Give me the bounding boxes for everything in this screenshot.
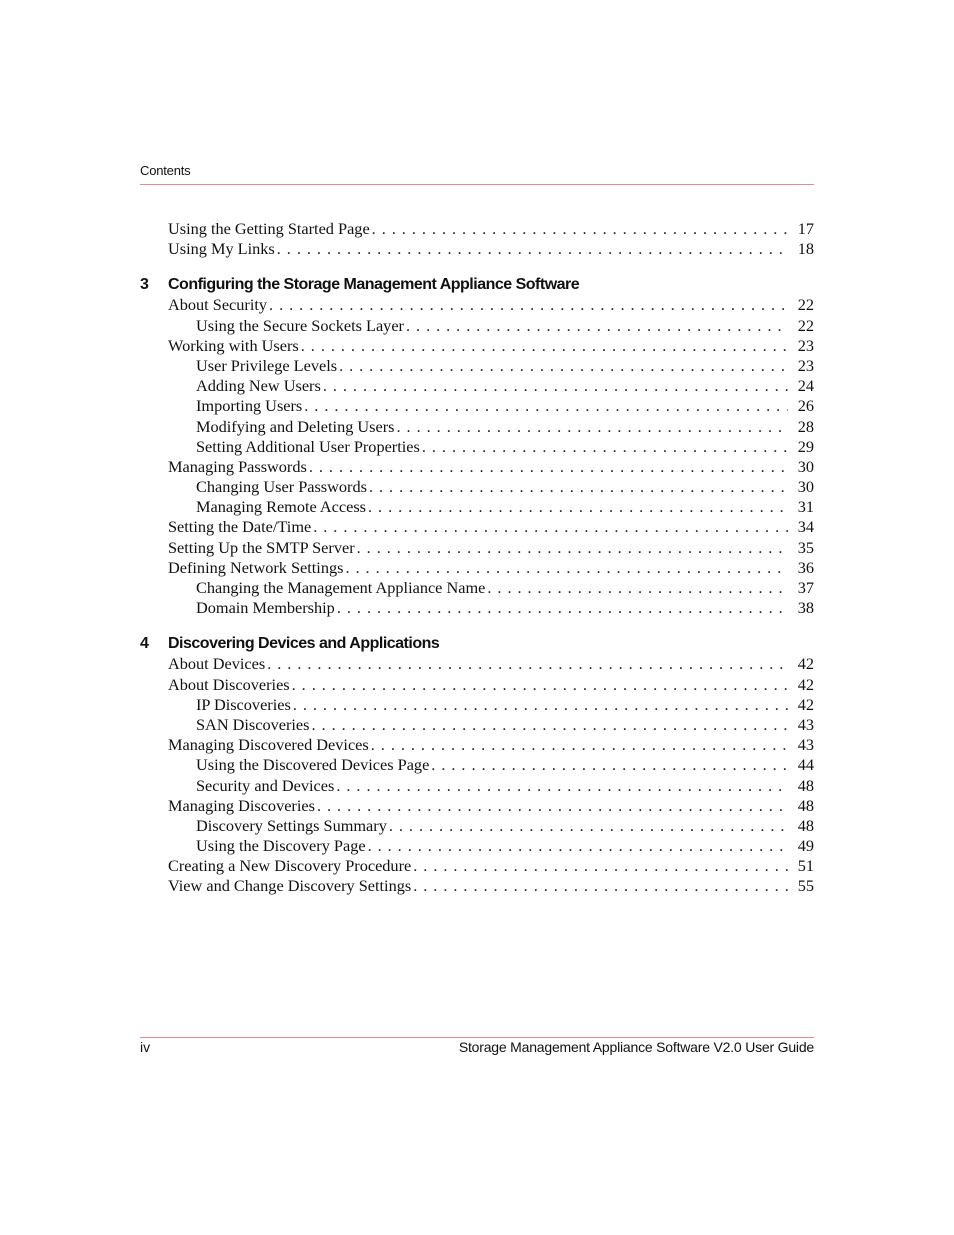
toc-entry-title: Defining Network Settings <box>168 557 344 577</box>
toc-entry[interactable] <box>140 876 814 896</box>
toc-entry-page: 23 <box>788 356 814 376</box>
toc-entry-title: Working with Users <box>168 335 299 355</box>
toc-entry-page: 37 <box>788 578 814 598</box>
chapter-title: Discovering Devices and Applications <box>168 635 440 653</box>
toc-entry[interactable] <box>140 816 814 836</box>
toc-entry[interactable] <box>140 598 814 618</box>
toc-entry-page: 38 <box>788 598 814 618</box>
toc-entry-title: Setting the Date/Time <box>168 517 312 537</box>
toc-entry[interactable] <box>140 396 814 416</box>
toc-entry-title: Managing Discoveries <box>168 795 315 815</box>
header-rule <box>140 184 814 185</box>
toc-entry-title: SAN Discoveries <box>196 714 310 734</box>
toc-entry-title: Domain Membership <box>196 598 335 618</box>
toc-entry-title: Discovery Settings Summary <box>196 815 387 835</box>
toc-entry-page: 24 <box>788 376 814 396</box>
dot-leader <box>337 598 788 618</box>
toc-entry-page: 42 <box>788 695 814 715</box>
dot-leader <box>368 836 788 856</box>
toc-entry-page: 48 <box>788 776 814 796</box>
dot-leader <box>397 417 788 437</box>
dot-leader <box>323 376 788 396</box>
dot-leader <box>304 396 788 416</box>
toc-entry[interactable] <box>140 437 814 457</box>
toc-entry-title: Managing Discovered Devices <box>168 735 369 755</box>
toc-entry[interactable] <box>140 295 814 315</box>
toc-entry-title: Using the Getting Started Page <box>168 219 370 238</box>
toc-entry[interactable] <box>140 755 814 775</box>
toc-entry[interactable] <box>140 836 814 856</box>
toc-entry[interactable] <box>140 776 814 796</box>
toc-entry-title: Using My Links <box>168 239 275 259</box>
dot-leader <box>371 735 788 755</box>
toc-entry-title: About Security <box>168 295 268 315</box>
chapter-number: 4 <box>140 635 149 653</box>
toc-entry[interactable] <box>140 356 814 376</box>
dot-leader <box>336 776 788 796</box>
toc-entry-page: 17 <box>788 219 814 239</box>
toc-entry[interactable] <box>140 538 814 558</box>
toc-entry[interactable] <box>140 239 814 259</box>
dot-leader <box>301 336 788 356</box>
toc-entry-title: Using the Discovered Devices Page <box>196 755 430 775</box>
chapter-heading[interactable] <box>140 633 814 654</box>
toc-entry-page: 55 <box>788 876 814 896</box>
toc-entry-title: Changing the Management Appliance Name <box>196 578 486 597</box>
toc-entry[interactable] <box>140 856 814 876</box>
toc-entry[interactable] <box>140 715 814 735</box>
toc-entry-title: Security and Devices <box>196 775 335 795</box>
toc-entry-page: 26 <box>788 396 814 416</box>
footer-document-title: Storage Management Appliance Software V2.0 User Guide <box>458 1039 814 1055</box>
toc-entry-title: About Discoveries <box>168 674 290 694</box>
dot-leader <box>368 497 788 517</box>
toc-entry-page: 29 <box>788 437 814 457</box>
dot-leader <box>309 457 788 477</box>
toc-entry[interactable] <box>140 336 814 356</box>
toc-entry[interactable] <box>140 735 814 755</box>
dot-leader <box>389 816 788 836</box>
toc-entry[interactable] <box>140 654 814 674</box>
toc-entry-title: User Privilege Levels <box>196 355 338 375</box>
toc-entry[interactable] <box>140 497 814 517</box>
toc-entry-title: Managing Passwords <box>168 456 307 476</box>
toc-entry-title: Setting Up the SMTP Server <box>168 537 355 557</box>
toc-entry[interactable] <box>140 417 814 437</box>
toc-entry[interactable] <box>140 316 814 336</box>
toc-entry-page: 36 <box>788 558 814 578</box>
toc-entry-page: 23 <box>788 336 814 356</box>
dot-leader <box>339 356 788 376</box>
toc-entry-page: 30 <box>788 457 814 477</box>
toc-entry-title: Creating a New Discovery Procedure <box>168 856 412 876</box>
toc-entry-title: Setting Additional User Properties <box>196 436 420 456</box>
dot-leader <box>413 876 788 896</box>
toc-entry-page: 43 <box>788 735 814 755</box>
toc-entry-page: 18 <box>788 239 814 259</box>
dot-leader <box>431 755 788 775</box>
dot-leader <box>267 654 788 674</box>
toc-entry-page: 43 <box>788 715 814 735</box>
toc-entry-title: Using the Discovery Page <box>196 836 366 856</box>
toc-entry-page: 28 <box>788 417 814 437</box>
toc-entry-page: 31 <box>788 497 814 517</box>
toc-entry-page: 22 <box>788 295 814 315</box>
toc-entry-page: 35 <box>788 538 814 558</box>
toc-entry[interactable] <box>140 695 814 715</box>
toc-entry-title: Managing Remote Access <box>196 497 367 517</box>
table-of-contents <box>140 219 814 897</box>
toc-entry-page: 34 <box>788 517 814 537</box>
toc-entry-title: Importing Users <box>196 396 303 416</box>
toc-entry[interactable] <box>140 558 814 578</box>
dot-leader <box>422 437 788 457</box>
toc-entry[interactable] <box>140 477 814 497</box>
chapter-heading[interactable] <box>140 274 814 295</box>
toc-entry-page: 22 <box>788 316 814 336</box>
dot-leader <box>312 715 789 735</box>
dot-leader <box>293 695 788 715</box>
toc-entry[interactable] <box>140 675 814 695</box>
toc-entry-page: 48 <box>788 816 814 836</box>
toc-entry-title: Adding New Users <box>196 376 321 396</box>
toc-entry[interactable] <box>140 376 814 396</box>
dot-leader <box>269 295 788 315</box>
dot-leader <box>406 316 788 336</box>
toc-entry-title: View and Change Discovery Settings <box>168 876 412 896</box>
footer-page-number: iv <box>140 1039 151 1055</box>
chapter-number: 3 <box>140 276 149 294</box>
running-header: Contents <box>140 163 191 178</box>
toc-entry-page: 48 <box>788 796 814 816</box>
toc-entry[interactable] <box>140 578 814 598</box>
toc-entry-page: 42 <box>788 675 814 695</box>
toc-entry-page: 30 <box>788 477 814 497</box>
toc-entry-title: IP Discoveries <box>196 694 291 714</box>
dot-leader <box>357 538 788 558</box>
toc-entry-title: Modifying and Deleting Users <box>196 416 395 436</box>
chapter-title: Configuring the Storage Management Appliance Software <box>168 276 580 294</box>
footer-rule <box>140 1037 814 1038</box>
dot-leader <box>313 517 788 537</box>
toc-entry-title: Changing User Passwords <box>196 477 367 497</box>
dot-leader <box>277 239 788 259</box>
toc-entry-page: 49 <box>788 836 814 856</box>
dot-leader <box>345 558 788 578</box>
dot-leader <box>317 796 788 816</box>
toc-entry[interactable] <box>140 796 814 816</box>
toc-entry[interactable] <box>140 219 814 239</box>
dot-leader <box>487 578 788 598</box>
toc-entry-title: Using the Secure Sockets Layer <box>196 315 404 335</box>
dot-leader <box>413 856 788 876</box>
dot-leader <box>292 675 788 695</box>
toc-entry-title: About Devices <box>168 654 266 674</box>
dot-leader <box>369 477 788 497</box>
toc-entry-page: 42 <box>788 654 814 674</box>
toc-entry-page: 44 <box>788 755 814 775</box>
toc-entry-page: 51 <box>788 856 814 876</box>
toc-entry[interactable] <box>140 517 814 537</box>
dot-leader <box>372 219 788 239</box>
toc-entry[interactable] <box>140 457 814 477</box>
